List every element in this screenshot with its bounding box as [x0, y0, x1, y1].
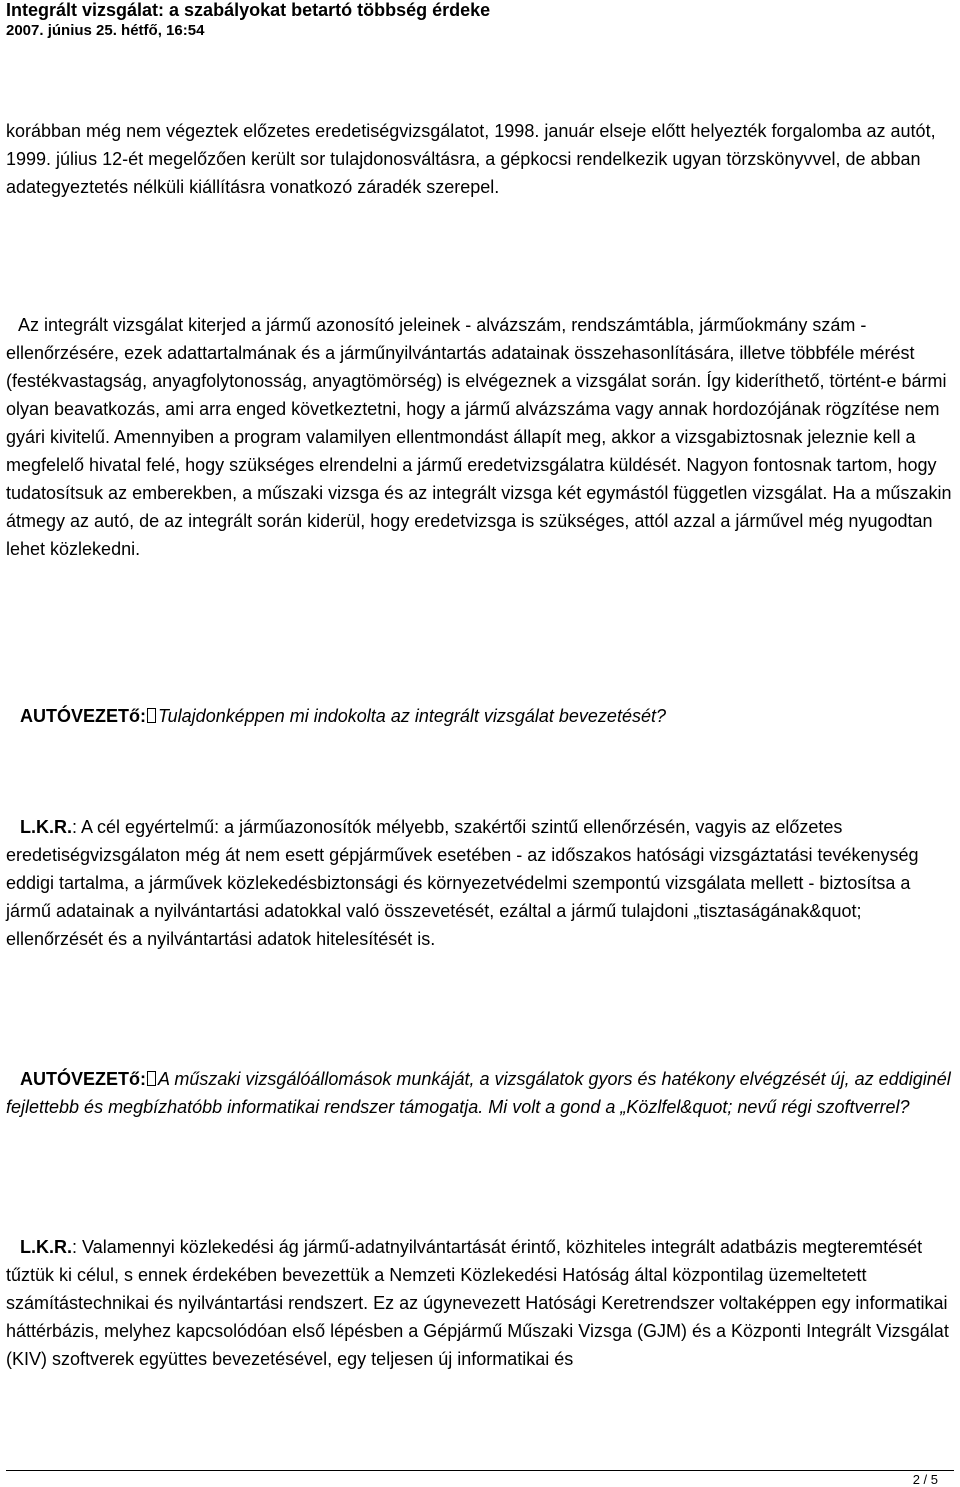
footer-divider: [6, 1470, 954, 1471]
answer-2-text: Valamennyi közlekedési ág jármű-adatnyilvántartását érintő, közhiteles integrált adatbázis megteremtését tűztük ki célul, s ennek érdekében bevezettük a Nemzeti Közlekedési Hatóság által központilag üzemeltetett számítástechnikai és nyilvántartási rendszert. Ez az úgynevezett Hatósági Keretrendszer voltaképpen egy informatikai háttérbázis, melyhez kapcsolódóan első lépésben a Gépjármű Műszaki Vizsga (GJM) és a Központi Integrált Vizsgálat (KIV) szoftverek együttes bevezetésével, egy teljesen új informatikai és: [6, 1237, 949, 1369]
missing-glyph-icon: [147, 1071, 156, 1086]
article-title: Integrált vizsgálat: a szabályokat betartó többség érdeke: [6, 0, 491, 20]
paragraph-2-text: Az integrált vizsgálat kiterjed a jármű azonosító jeleinek - alvázszám, rendszámtábla, járműokmány szám - ellenőrzésére, ezek adattartalmának és a járműnyilvántartás adatainak összehasonlítására, illetve többféle mérést (festékvastagság, anyagfolytonosság, anyagtömörség) is elvégeznek a vizsgálat során. Így kideríthető, történt-e bármi olyan beavatkozás, ami arra enged következtetni, hogy a jármű alvázszáma vagy annak hordozójának rögzítése nem gyári kivitelű. Amennyiben a program valamilyen ellentmondást állapít meg, akkor a vizsgabiztosnak jeleznie kell a megfelelő hivatal felé, hogy szükséges elrendelni a jármű eredetvizsgálatra küldését. Nagyon fontosnak tartom, hogy tudatosítsuk az emberekben, a műszaki vizsga és az integrált vizsga két egymástól független vizsgálat. Ha a műszakin átmegy az autó, de az integrált során kiderül, hogy eredetvizsga is szükséges, attól azzal a járművel még nyugodtan lehet közlekedni.: [6, 315, 952, 559]
answer-1: [6, 813, 956, 953]
answer-1-colon: :: [72, 817, 78, 837]
page-number: 2 / 5: [912, 1472, 938, 1487]
question-1-speaker: AUTÓVEZETő:: [20, 706, 146, 726]
answer-2-speaker: L.K.R.: [20, 1237, 72, 1257]
article-date: 2007. június 25. hétfő, 16:54: [6, 22, 205, 39]
question-2: [6, 1065, 956, 1121]
question-1: [20, 702, 950, 730]
paragraph-1: korábban még nem végeztek előzetes eredetiségvizsgálatot, 1998. január elseje előtt helyezték forgalomba az autót, 1999. július 12-ét megelőzően került sor tulajdonosváltásra, a gépkocsi rendelkezik ugyan törzskönyvvel, de abban adategyeztetés nélküli kiállításra vonatkozó záradék szerepel.: [6, 121, 936, 197]
question-1-text: Tulajdonképpen mi indokolta az integrált vizsgálat bevezetését?: [158, 706, 666, 726]
missing-glyph-icon: [147, 708, 156, 723]
article-header: [6, 0, 956, 41]
answer-2: [6, 1233, 956, 1373]
answer-2-colon: :: [72, 1237, 78, 1257]
question-2-speaker: AUTÓVEZETő:: [20, 1069, 146, 1089]
answer-1-speaker: L.K.R.: [20, 817, 72, 837]
question-2-text: A műszaki vizsgálóállomások munkáját, a vizsgálatok gyors és hatékony elvégzését új, az eddiginél fejlettebb és megbízhatóbb informatikai rendszer támogatja. Mi volt a gond a „Közlfel&quot; nevű régi szoftverrel?: [6, 1069, 951, 1117]
answer-1-text: A cél egyértelmű: a járműazonosítók mélyebb, szakértői szintű ellenőrzésén, vagyis az előzetes eredetiségvizsgálaton még át nem esett gépjárművek esetében - az időszakos hatósági vizsgáztatási tevékenység eddigi tartalma, a járművek közlekedésbiztonsági és környezetvédelmi szempontú vizsgálata mellett - biztosítsa a jármű adatainak a nyilvántartási adatokkal való összevetését, ezáltal a jármű tulajdoni „tisztaságának&quot; ellenőrzését és a nyilvántartási adatok hitelesítését is.: [6, 817, 919, 949]
paragraph-2: [6, 311, 956, 563]
